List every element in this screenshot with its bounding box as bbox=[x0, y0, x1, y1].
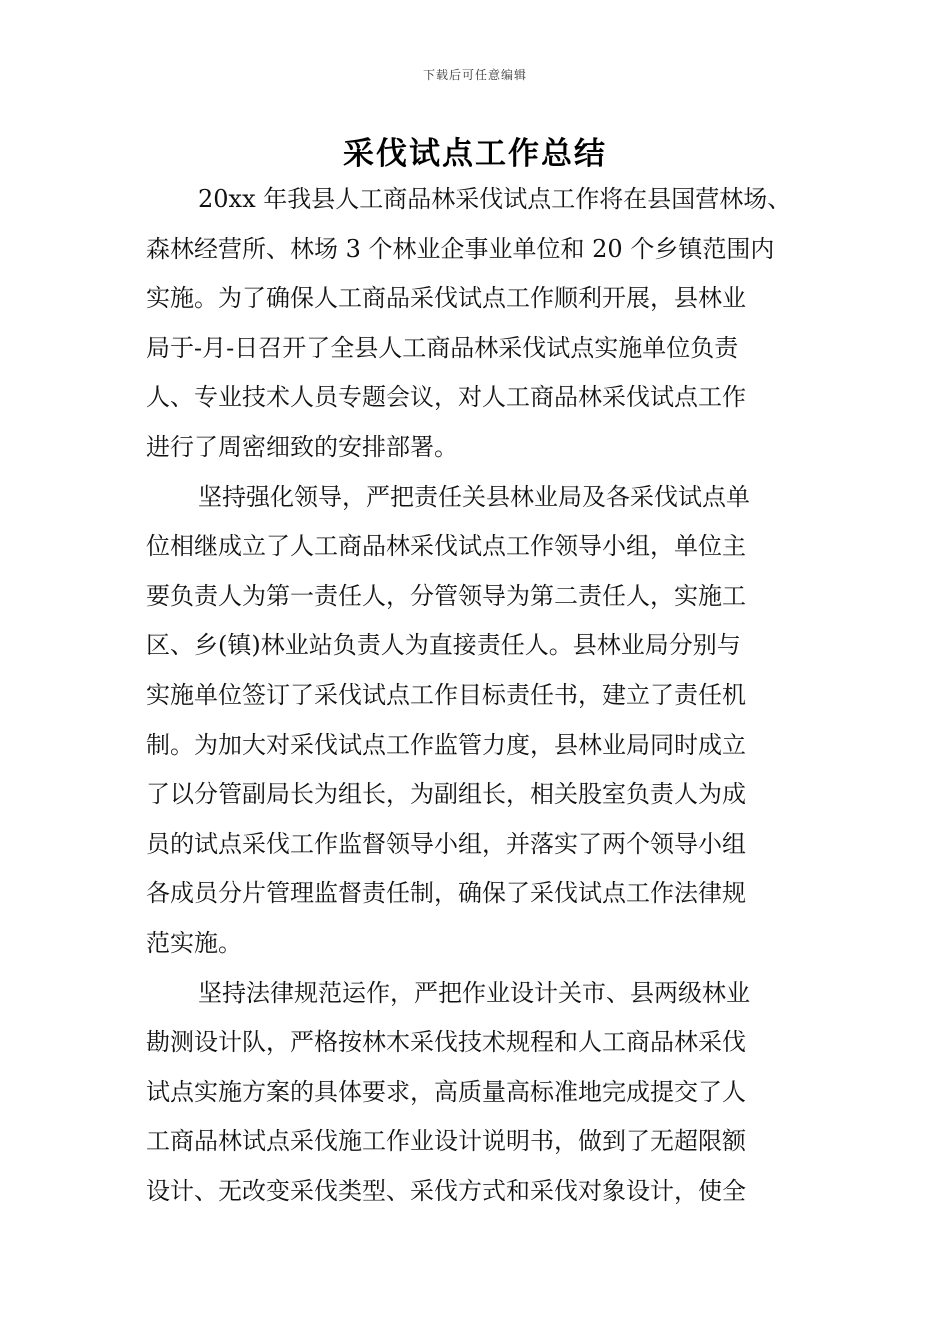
paragraph-line: 勘测设计队，严格按林木采伐技术规程和人工商品林采伐 bbox=[146, 1028, 746, 1057]
paragraph-line: 工商品林试点采伐施工作业设计说明书，做到了无超限额 bbox=[146, 1127, 746, 1156]
paragraph-line: 制。为加大对采伐试点工作监管力度，县林业局同时成立 bbox=[146, 730, 746, 759]
paragraph-2 bbox=[146, 473, 816, 969]
paragraph-line: 设计、无改变采伐类型、采伐方式和采伐对象设计，使全 bbox=[146, 1176, 746, 1205]
paragraph-line: 区、乡(镇)林业站负责人为直接责任人。县林业局分别与 bbox=[146, 631, 741, 660]
document-title: 采伐试点工作总结 bbox=[343, 136, 607, 172]
paragraph-line: 实施单位签订了采伐试点工作目标责任书，建立了责任机 bbox=[146, 680, 746, 709]
paragraph-line: 森林经营所、林场 3 个林业企事业单位和 20 个乡镇范围内 bbox=[146, 234, 775, 263]
header-note: 下载后可任意编辑 bbox=[422, 68, 527, 82]
paragraph-line: 进行了周密细致的安排部署。 bbox=[146, 432, 458, 461]
paragraph-line: 局于-月-日召开了全县人工商品林采伐试点实施单位负责 bbox=[146, 333, 739, 362]
paragraph-line: 坚持法律规范运作，严把作业设计关市、县两级林业 bbox=[198, 978, 750, 1007]
paragraph-line: 范实施。 bbox=[146, 928, 242, 957]
paragraph-line: 各成员分片管理监督责任制，确保了采伐试点工作法律规 bbox=[146, 879, 746, 908]
paragraph-line: 坚持强化领导，严把责任关县林业局及各采伐试点单 bbox=[198, 482, 750, 511]
paragraph-line: 实施。为了确保人工商品采伐试点工作顺利开展，县林业 bbox=[146, 284, 746, 313]
paragraph-1 bbox=[146, 175, 816, 473]
paragraph-line: 人、专业技术人员专题会议，对人工商品林采伐试点工作 bbox=[146, 383, 746, 412]
document-body bbox=[146, 175, 816, 1216]
paragraph-line: 要负责人为第一责任人，分管领导为第二责任人，实施工 bbox=[146, 581, 746, 610]
paragraph-3 bbox=[146, 969, 816, 1217]
paragraph-line: 了以分管副局长为组长，为副组长，相关股室负责人为成 bbox=[146, 780, 746, 809]
paragraph-line: 员的试点采伐工作监督领导小组，并落实了两个领导小组 bbox=[146, 829, 746, 858]
paragraph-line: 20xx 年我县人工商品林采伐试点工作将在县国营林场、 bbox=[198, 185, 792, 213]
paragraph-line: 位相继成立了人工商品林采伐试点工作领导小组，单位主 bbox=[146, 532, 746, 561]
paragraph-line: 试点实施方案的具体要求，高质量高标准地完成提交了人 bbox=[146, 1077, 746, 1106]
